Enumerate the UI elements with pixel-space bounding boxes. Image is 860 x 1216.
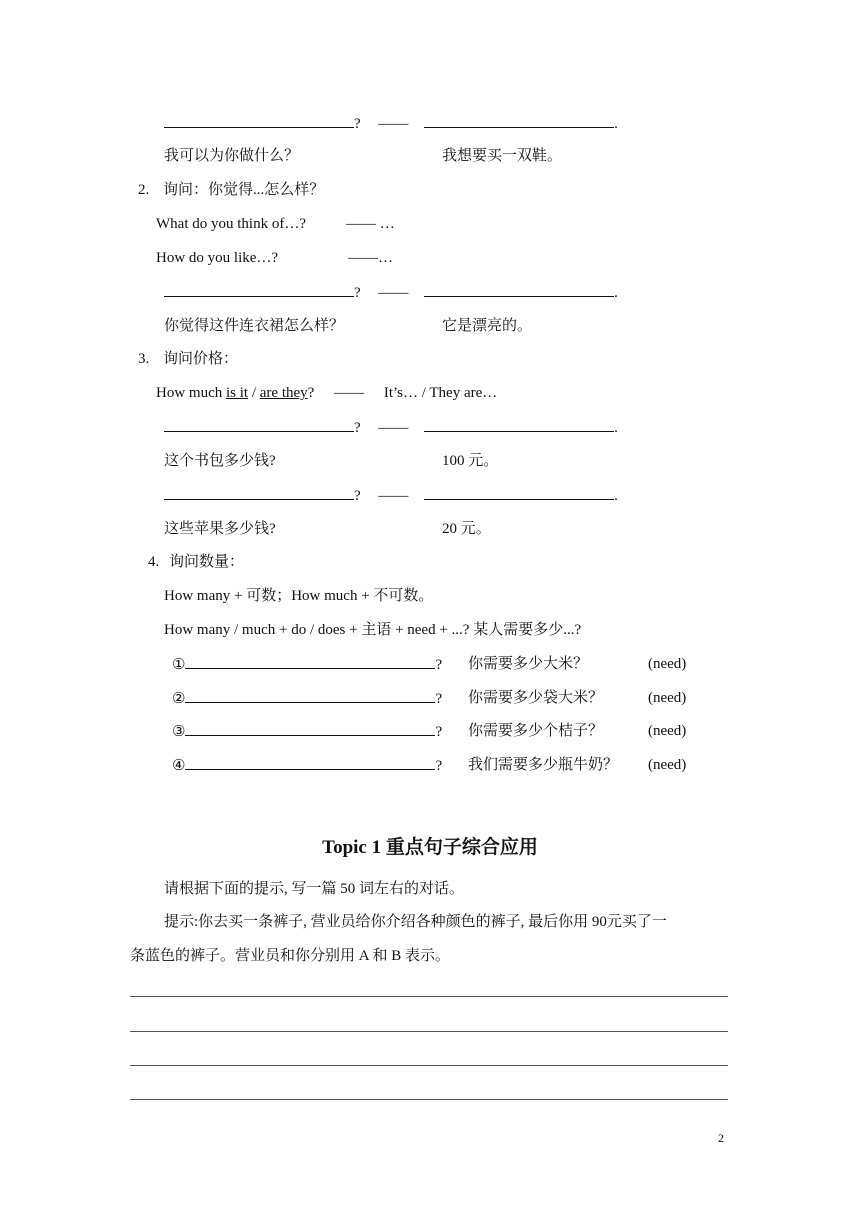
answer-row-3: ? —— . xyxy=(164,417,618,438)
writing-line[interactable] xyxy=(130,1099,728,1100)
pattern-line: What do you think of…? xyxy=(156,216,306,232)
writing-line[interactable] xyxy=(130,1031,728,1032)
exercise-item: ④ ? xyxy=(172,755,442,776)
exercise-cn: 我们需要多少瓶牛奶？ xyxy=(468,757,619,773)
section-heading-3: 3. 询问价格： xyxy=(138,351,239,367)
exercise-hint: (need) xyxy=(648,690,687,706)
topic-instruction: 请根据下面的提示, 写一篇 50 词左右的对话。 xyxy=(164,881,465,897)
exercise-cn: 你需要多少袋大米？ xyxy=(468,690,604,706)
topic-title: Topic 1 重点句子综合应用 xyxy=(322,837,538,858)
cn-answer: 它是漂亮的。 xyxy=(442,318,533,334)
answer-blank[interactable] xyxy=(424,282,614,297)
cn-question: 你觉得这件连衣裙怎么样？ xyxy=(164,318,345,334)
pattern-dash: —— … xyxy=(346,216,395,232)
exercise-hint: (need) xyxy=(648,723,687,739)
page-number: 2 xyxy=(718,1131,724,1145)
topic-hint-line-1: 提示:你去买一条裤子, 营业员给你介绍各种颜色的裤子, 最后你用 90元买了一 xyxy=(164,914,667,930)
question-blank[interactable] xyxy=(164,417,354,432)
question-blank[interactable] xyxy=(164,485,354,500)
answer-row-4: ? —— . xyxy=(164,485,618,506)
price-pattern: How much is it / are they? —— It’s… / They are… xyxy=(156,385,498,401)
exercise-item: ① ? xyxy=(172,654,442,675)
exercise-hint: (need) xyxy=(648,757,687,773)
writing-line[interactable] xyxy=(130,1065,728,1066)
rule-line: How many + 可数；How much + 不可数。 xyxy=(164,588,434,604)
pattern-dash: ——… xyxy=(348,250,393,266)
exercise-item: ② ? xyxy=(172,688,442,709)
cn-question: 这些苹果多少钱? xyxy=(164,521,276,537)
dash: —— xyxy=(378,488,409,504)
cn-answer: 20 元。 xyxy=(442,521,491,537)
exercise-blank[interactable] xyxy=(185,755,435,770)
exercise-blank[interactable] xyxy=(185,654,435,669)
writing-line[interactable] xyxy=(130,996,728,997)
dash: —— xyxy=(378,285,409,301)
answer-blank[interactable] xyxy=(424,113,614,128)
exercise-item: ③ ? xyxy=(172,721,442,742)
exercise-blank[interactable] xyxy=(185,721,435,736)
cn-question: 这个书包多少钱? xyxy=(164,453,276,469)
cn-question: 我可以为你做什么？ xyxy=(164,148,300,164)
section-heading-2: 2. 询问：你觉得...怎么样？ xyxy=(138,182,325,198)
exercise-blank[interactable] xyxy=(185,688,435,703)
exercise-hint: (need) xyxy=(648,656,687,672)
answer-blank[interactable] xyxy=(424,485,614,500)
dash: —— xyxy=(378,116,409,132)
cn-answer: 100 元。 xyxy=(442,453,499,469)
answer-row-2: ? —— . xyxy=(164,282,618,303)
answer-row-1: ? —— . xyxy=(164,113,618,134)
rule-line: How many / much + do / does + 主语 + need + ...? 某人需要多少...? xyxy=(164,622,582,638)
topic-hint-line-2: 条蓝色的裤子。营业员和你分别用 A 和 B 表示。 xyxy=(130,948,451,964)
pattern-line: How do you like…? xyxy=(156,250,279,266)
question-blank[interactable] xyxy=(164,282,354,297)
section-heading-4: 4. 询问数量： xyxy=(148,554,245,570)
question-blank[interactable] xyxy=(164,113,354,128)
cn-answer: 我想要买一双鞋。 xyxy=(442,148,563,164)
exercise-cn: 你需要多少个桔子？ xyxy=(468,723,604,739)
answer-blank[interactable] xyxy=(424,417,614,432)
dash: —— xyxy=(378,420,409,436)
exercise-cn: 你需要多少大米？ xyxy=(468,656,589,672)
